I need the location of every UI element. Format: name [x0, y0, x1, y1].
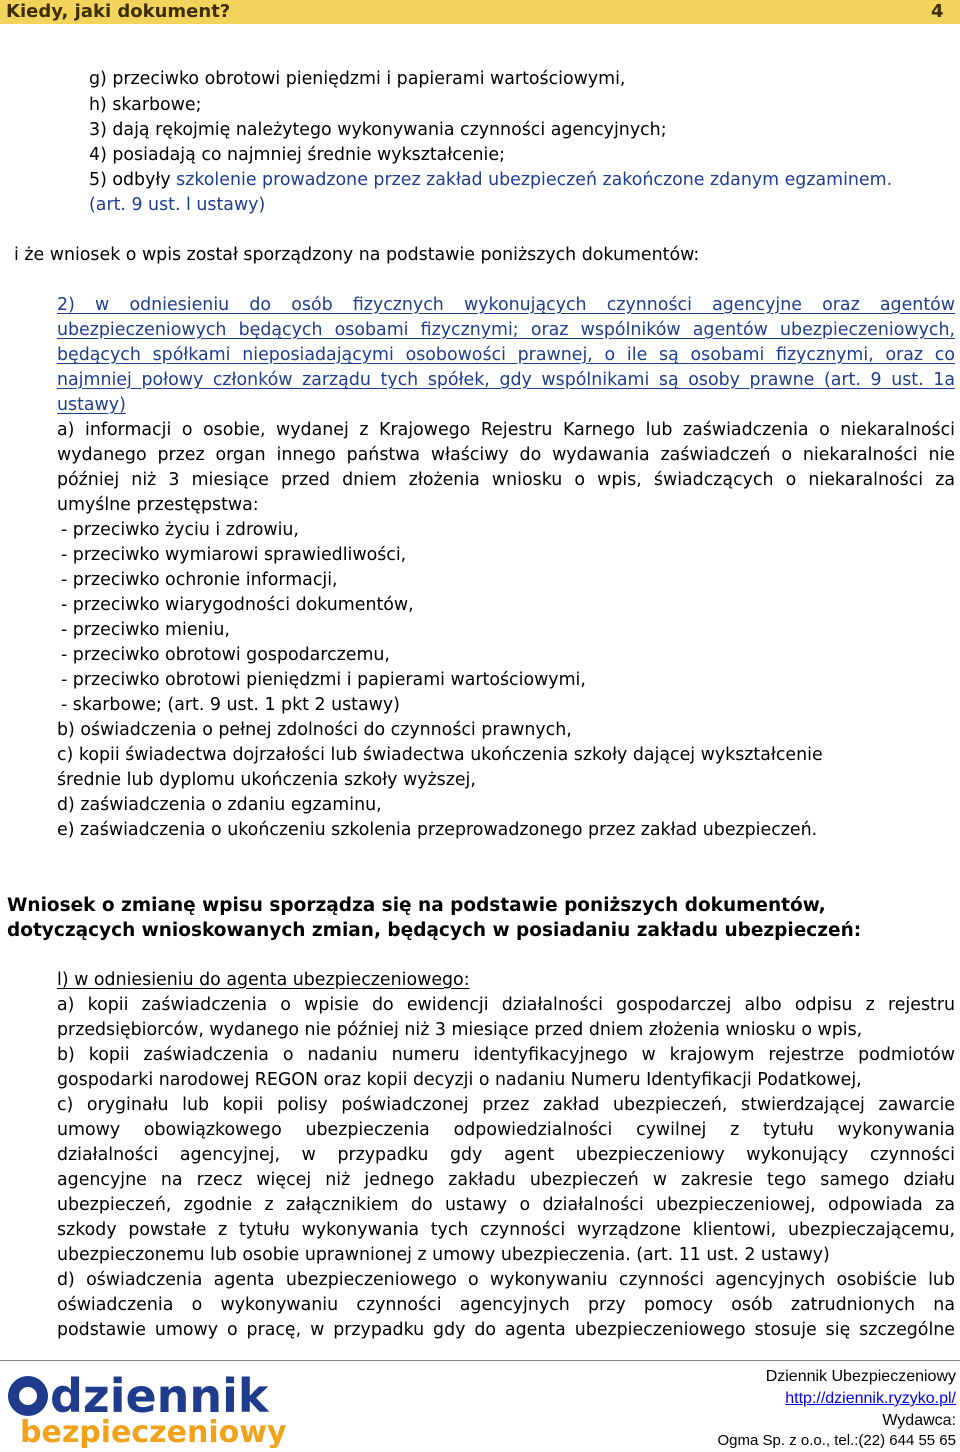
agent-item-line: ubezpieczeń, zgodnie z załącznikiem do ustawy o działalności ubezpieczeniowej, odpowiada za — [57, 1195, 955, 1215]
logo-word-bezpieczeniowy: bezpieczeniowy — [20, 1415, 287, 1448]
section2-heading-line[interactable]: ubezpieczeniowych będących osobami fizycznymi; oraz wspólników agentów ubezpieczeniowych, — [57, 320, 955, 340]
item5-art-link[interactable]: l ustawy) — [186, 195, 266, 215]
training-link-text[interactable]: szkolenie prowadzone przez zakład ubezpieczeń zakończone zdanym egzaminem. — [176, 170, 893, 190]
agent-item-line: przedsiębiorców, wydanego nie później niż 3 miesiące przed dniem złożenia wniosku o wpis, — [57, 1020, 863, 1040]
item-a-line: później niż 3 miesiące przed dniem złożenia wniosku o wpis, świadczących o niekaralności za — [57, 470, 955, 490]
intro-text: i że wniosek o wpis został sporządzony na podstawie poniższych dokumentów: — [14, 245, 700, 265]
running-header — [0, 0, 960, 24]
offence-item: - przeciwko obrotowi gospodarczemu, — [61, 645, 390, 665]
agent-item-line: szkody powstałe z tytułu wykonywania tych czynności wyrządzone klientowi, ubezpieczającemu, — [57, 1220, 955, 1240]
offence-item: - przeciwko obrotowi pieniędzmi i papierami wartościowymi, — [61, 670, 586, 690]
offence-item: - skarbowe; (art. 9 ust. 1 pkt 2 ustawy) — [61, 695, 400, 715]
logo-word-dziennik: dziennik — [50, 1369, 269, 1423]
page-number: 4 — [931, 1, 944, 22]
item-d: d) zaświadczenia o zdaniu egzaminu, — [57, 795, 382, 815]
item-b: b) oświadczenia o pełnej zdolności do czynności prawnych, — [57, 720, 572, 740]
footer-publisher: Ogma Sp. z o.o., tel.:(22) 644 55 65 — [717, 1432, 956, 1449]
footer-url[interactable] — [785, 1388, 956, 1410]
footer-url-link[interactable]: http://dziennik.ryzyko.pl/ — [785, 1390, 956, 1407]
offence-item: - przeciwko wymiarowi sprawiedliwości, — [61, 545, 407, 565]
section2-heading-line[interactable]: będących spółkami nieposiadającymi osobowości prawnej, o ile są osobami fizycznymi, oraz co — [57, 345, 955, 365]
list-item: g) przeciwko obrotowi pieniędzmi i papierami wartościowymi, — [89, 69, 626, 89]
item5-art: (art. 9 ust. — [89, 195, 187, 215]
list-item-5 — [89, 168, 892, 193]
item5-prefix: 5) odbyły — [89, 170, 177, 190]
agent-item-line: ubezpieczonemu lub osobie uprawnionej z umowy ubezpieczenia. (art. 11 ust. 2 ustawy) — [57, 1245, 830, 1265]
offence-item: - przeciwko ochronie informacji, — [61, 570, 338, 590]
agent-heading: l) w odniesieniu do agenta ubezpieczeniowego: — [57, 970, 470, 990]
offence-item: - przeciwko mieniu, — [61, 620, 230, 640]
agent-item-line: d) oświadczenia agenta ubezpieczeniowego o wykonywaniu czynności agencyjnych osobiście lub — [57, 1270, 955, 1290]
item-a-line: umyślne przestępstwa: — [57, 495, 259, 515]
section2-heading-line[interactable]: 2) w odniesieniu do osób fizycznych wykonujących czynności agencyjne oraz agentów — [57, 295, 955, 315]
agent-item-line: agencyjne na rzecz więcej niż jednego zakładu ubezpieczeń w zakresie tego samego działu — [57, 1170, 955, 1190]
list-item: 4) posiadają co najmniej średnie wykształcenie; — [89, 145, 505, 165]
footer-name: Dziennik Ubezpieczeniowy — [765, 1368, 956, 1385]
dziennik-logo — [6, 1366, 346, 1448]
section2-heading-line[interactable]: ustawy) — [57, 395, 126, 415]
item-e: e) zaświadczenia o ukończeniu szkolenia przeprowadzonego przez zakład ubezpieczeń. — [57, 820, 818, 840]
item-c: c) kopii świadectwa dojrzałości lub świadectwa ukończenia szkoły dającej wykształcenie — [57, 745, 823, 765]
footer-divider — [0, 1360, 960, 1361]
section2-heading-line[interactable]: najmniej połowy członków zarządu tych spółek, gdy wspólnikami są osoby prawne (art. 9 ust. 1a — [57, 370, 955, 390]
agent-item-line: gospodarki narodowej REGON oraz kopii decyzji o nadaniu Numeru Identyfikacji Podatkowej, — [57, 1070, 862, 1090]
offence-item: - przeciwko wiarygodności dokumentów, — [61, 595, 414, 615]
header-title: Kiedy, jaki dokument? — [6, 1, 231, 22]
offence-item: - przeciwko życiu i zdrowiu, — [61, 520, 299, 540]
agent-item-line: podstawie umowy o pracę, w przypadku gdy do agenta ubezpieczeniowego stosuje się szczególne — [57, 1320, 955, 1340]
footer-publisher-label: Wydawca: — [882, 1412, 956, 1429]
list-item: 3) dają rękojmię należytego wykonywania czynności agencyjnych; — [89, 120, 667, 140]
agent-item-line: c) oryginału lub kopii polisy poświadczonej przez zakład ubezpieczeń, stwierdzającej zawarcie — [57, 1095, 955, 1115]
item-a-line: a) informacji o osobie, wydanej z Krajowego Rejestru Karnego lub zaświadczenia o niekaralności — [57, 420, 955, 440]
bold-heading-line: Wniosek o zmianę wpisu sporządza się na podstawie poniższych dokumentów, — [7, 895, 826, 916]
list-item: h) skarbowe; — [89, 95, 202, 115]
agent-item-line: umowy obowiązkowego ubezpieczenia odpowiedzialności cywilnej z tytułu wykonywania — [57, 1120, 955, 1140]
agent-item-line: b) kopii zaświadczenia o nadaniu numeru identyfikacyjnego w krajowym rejestrze podmiotów — [57, 1045, 955, 1065]
list-item-5-cont — [89, 193, 265, 218]
item-a-line: wydanego przez organ innego państwa właściwy do wydawania zaświadczeń o niekaralności nie — [57, 445, 955, 465]
agent-item-line: a) kopii zaświadczenia o wpisie do ewidencji działalności gospodarczej albo odpisu z rejestru — [57, 995, 955, 1015]
bold-heading-line: dotyczących wnioskowanych zmian, będących w posiadaniu zakładu ubezpieczeń: — [7, 920, 862, 941]
item-c-cont: średnie lub dyplomu ukończenia szkoły wyższej, — [57, 770, 476, 790]
agent-item-line: oświadczenia o wykonywaniu czynności agencyjnych przy pomocy osób zatrudnionych na — [57, 1295, 955, 1315]
agent-item-line: działalności agencyjnej, w przypadku gdy agent ubezpieczeniowy wykonujący czynności — [57, 1145, 955, 1165]
